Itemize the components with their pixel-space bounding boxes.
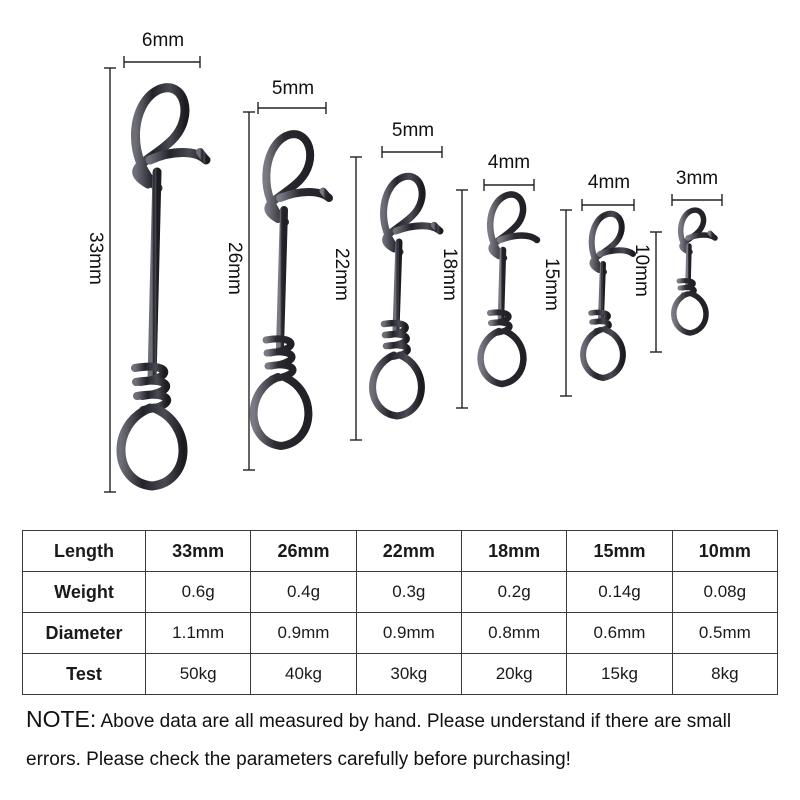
length-label-33mm: 33mm xyxy=(85,232,106,285)
row-label-test: Test xyxy=(23,654,146,695)
clip-33mm xyxy=(121,88,206,486)
cell-weight-0: 0.6g xyxy=(146,572,251,613)
cell-test-0: 50kg xyxy=(146,654,251,695)
cell-length-1: 26mm xyxy=(251,531,356,572)
row-label-length: Length xyxy=(23,531,146,572)
spec-table xyxy=(22,530,778,695)
clip-10mm xyxy=(674,210,715,333)
cell-weight-2: 0.3g xyxy=(356,572,461,613)
table-row xyxy=(23,654,778,695)
cell-length-3: 18mm xyxy=(461,531,566,572)
cell-test-1: 40kg xyxy=(251,654,356,695)
note-label: NOTE: xyxy=(26,706,97,732)
table-row xyxy=(23,531,778,572)
cell-test-4: 15kg xyxy=(567,654,672,695)
length-label-22mm: 22mm xyxy=(331,248,352,301)
row-label-diameter: Diameter xyxy=(23,613,146,654)
width-label-15mm: 4mm xyxy=(587,172,631,193)
width-label-18mm: 4mm xyxy=(487,152,531,173)
clip-22mm xyxy=(373,176,440,416)
cell-weight-3: 0.2g xyxy=(461,572,566,613)
cell-length-4: 15mm xyxy=(567,531,672,572)
width-label-33mm: 6mm xyxy=(141,30,185,51)
cell-weight-4: 0.14g xyxy=(567,572,672,613)
cell-test-5: 8kg xyxy=(672,654,777,695)
cell-diameter-4: 0.6mm xyxy=(567,613,672,654)
cell-weight-5: 0.08g xyxy=(672,572,777,613)
cell-test-3: 20kg xyxy=(461,654,566,695)
clip-18mm xyxy=(481,194,537,384)
note-text: Above data are all measured by hand. Please understand if there are small errors. Please check the parameters carefully before purchasing! xyxy=(26,711,732,770)
length-label-15mm: 15mm xyxy=(541,258,562,311)
cell-diameter-5: 0.5mm xyxy=(672,613,777,654)
row-label-weight: Weight xyxy=(23,572,146,613)
cell-diameter-0: 1.1mm xyxy=(146,613,251,654)
clip-26mm xyxy=(254,134,329,446)
spec-table-wrap xyxy=(22,530,778,695)
cell-length-0: 33mm xyxy=(146,531,251,572)
cell-diameter-2: 0.9mm xyxy=(356,613,461,654)
table-row xyxy=(23,613,778,654)
table-row xyxy=(23,572,778,613)
width-label-10mm: 3mm xyxy=(675,168,719,189)
width-label-26mm: 5mm xyxy=(271,78,315,99)
cell-diameter-3: 0.8mm xyxy=(461,613,566,654)
length-label-10mm: 10mm xyxy=(631,244,652,297)
cell-weight-1: 0.4g xyxy=(251,572,356,613)
cell-length-5: 10mm xyxy=(672,531,777,572)
length-label-18mm: 18mm xyxy=(439,248,460,301)
cell-diameter-1: 0.9mm xyxy=(251,613,356,654)
cell-test-2: 30kg xyxy=(356,654,461,695)
note-block xyxy=(26,700,776,779)
width-label-22mm: 5mm xyxy=(391,120,435,141)
length-label-26mm: 26mm xyxy=(224,242,245,295)
cell-length-2: 22mm xyxy=(356,531,461,572)
clip-15mm xyxy=(583,214,633,378)
